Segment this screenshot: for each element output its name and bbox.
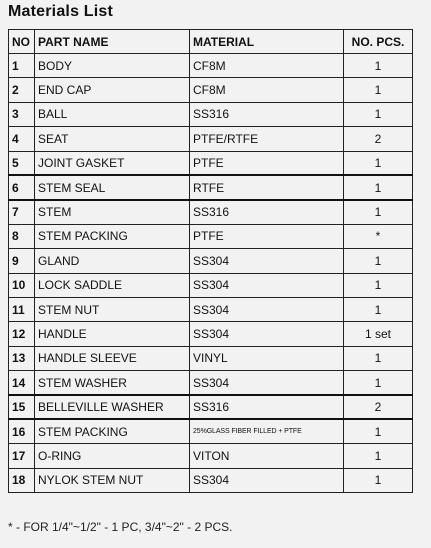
pieces-cell: 1 — [344, 444, 413, 468]
material-cell: RTFE — [190, 175, 344, 199]
part-name-cell: STEM — [35, 200, 190, 224]
material-cell: SS304 — [190, 371, 344, 395]
part-name-cell: STEM NUT — [35, 297, 190, 321]
column-header-part-name: PART NAME — [35, 30, 190, 54]
row-number: 17 — [9, 444, 35, 468]
table-row — [9, 444, 413, 468]
part-name-cell: GLAND — [35, 249, 190, 273]
part-name-cell: NYLOK STEM NUT — [35, 468, 190, 492]
table-row — [9, 395, 413, 419]
material-cell: VITON — [190, 444, 344, 468]
row-number: 5 — [9, 151, 35, 175]
row-number: 6 — [9, 175, 35, 199]
material-cell: SS304 — [190, 322, 344, 346]
part-name-cell: BELLEVILLE WASHER — [35, 395, 190, 419]
table-header-row — [9, 30, 413, 54]
table-row — [9, 127, 413, 151]
material-cell: SS304 — [190, 249, 344, 273]
material-cell: SS316 — [190, 102, 344, 126]
pieces-cell: 2 — [344, 127, 413, 151]
column-header-pcs: NO. PCS. — [344, 30, 413, 54]
table-row — [9, 54, 413, 78]
table-row — [9, 78, 413, 102]
table-row — [9, 200, 413, 224]
material-cell: SS316 — [190, 395, 344, 419]
pieces-cell: 2 — [344, 395, 413, 419]
row-number: 18 — [9, 468, 35, 492]
pieces-cell: 1 — [344, 273, 413, 297]
row-number: 14 — [9, 371, 35, 395]
part-name-cell: END CAP — [35, 78, 190, 102]
material-cell: SS316 — [190, 200, 344, 224]
material-cell: SS304 — [190, 297, 344, 321]
material-cell: PTFE — [190, 151, 344, 175]
pieces-cell: 1 — [344, 54, 413, 78]
part-name-cell: JOINT GASKET — [35, 151, 190, 175]
pieces-cell: 1 — [344, 371, 413, 395]
row-number: 4 — [9, 127, 35, 151]
pieces-cell: 1 — [344, 78, 413, 102]
part-name-cell: SEAT — [35, 127, 190, 151]
column-header-no: NO — [9, 30, 35, 54]
table-row — [9, 224, 413, 248]
footnote: * - FOR 1/4"~1/2" - 1 PC, 3/4"~2" - 2 PCS. — [8, 520, 233, 534]
part-name-cell: LOCK SADDLE — [35, 273, 190, 297]
part-name-cell: HANDLE SLEEVE — [35, 346, 190, 370]
column-header-material: MATERIAL — [190, 30, 344, 54]
pieces-cell: 1 set — [344, 322, 413, 346]
pieces-cell: * — [344, 224, 413, 248]
row-number: 16 — [9, 419, 35, 443]
material-cell: SS304 — [190, 468, 344, 492]
pieces-cell: 1 — [344, 200, 413, 224]
pieces-cell: 1 — [344, 468, 413, 492]
material-cell: PTFE — [190, 224, 344, 248]
row-number: 15 — [9, 395, 35, 419]
row-number: 1 — [9, 54, 35, 78]
table-row — [9, 151, 413, 175]
row-number: 7 — [9, 200, 35, 224]
row-number: 2 — [9, 78, 35, 102]
material-cell: SS304 — [190, 273, 344, 297]
table-row — [9, 322, 413, 346]
pieces-cell: 1 — [344, 249, 413, 273]
pieces-cell: 1 — [344, 297, 413, 321]
table-row — [9, 249, 413, 273]
table-row — [9, 102, 413, 126]
material-cell: CF8M — [190, 54, 344, 78]
row-number: 13 — [9, 346, 35, 370]
part-name-cell: STEM WASHER — [35, 371, 190, 395]
pieces-cell: 1 — [344, 175, 413, 199]
pieces-cell: 1 — [344, 419, 413, 443]
table-row — [9, 297, 413, 321]
table-row — [9, 419, 413, 443]
part-name-cell: STEM SEAL — [35, 175, 190, 199]
material-cell: PTFE/RTFE — [190, 127, 344, 151]
part-name-cell: BALL — [35, 102, 190, 126]
pieces-cell: 1 — [344, 346, 413, 370]
table-row — [9, 346, 413, 370]
table-row — [9, 175, 413, 199]
row-number: 11 — [9, 297, 35, 321]
table-row — [9, 371, 413, 395]
row-number: 8 — [9, 224, 35, 248]
part-name-cell: STEM PACKING — [35, 419, 190, 443]
part-name-cell: STEM PACKING — [35, 224, 190, 248]
pieces-cell: 1 — [344, 102, 413, 126]
part-name-cell: HANDLE — [35, 322, 190, 346]
page-title: Materials List — [8, 3, 114, 20]
row-number: 10 — [9, 273, 35, 297]
row-number: 3 — [9, 102, 35, 126]
material-cell: CF8M — [190, 78, 344, 102]
row-number: 9 — [9, 249, 35, 273]
materials-table — [8, 29, 413, 493]
material-cell: VINYL — [190, 346, 344, 370]
material-cell: 25%GLASS FIBER FILLED + PTFE — [190, 419, 344, 443]
table-row — [9, 468, 413, 492]
pieces-cell: 1 — [344, 151, 413, 175]
table-row — [9, 273, 413, 297]
part-name-cell: BODY — [35, 54, 190, 78]
row-number: 12 — [9, 322, 35, 346]
part-name-cell: O-RING — [35, 444, 190, 468]
